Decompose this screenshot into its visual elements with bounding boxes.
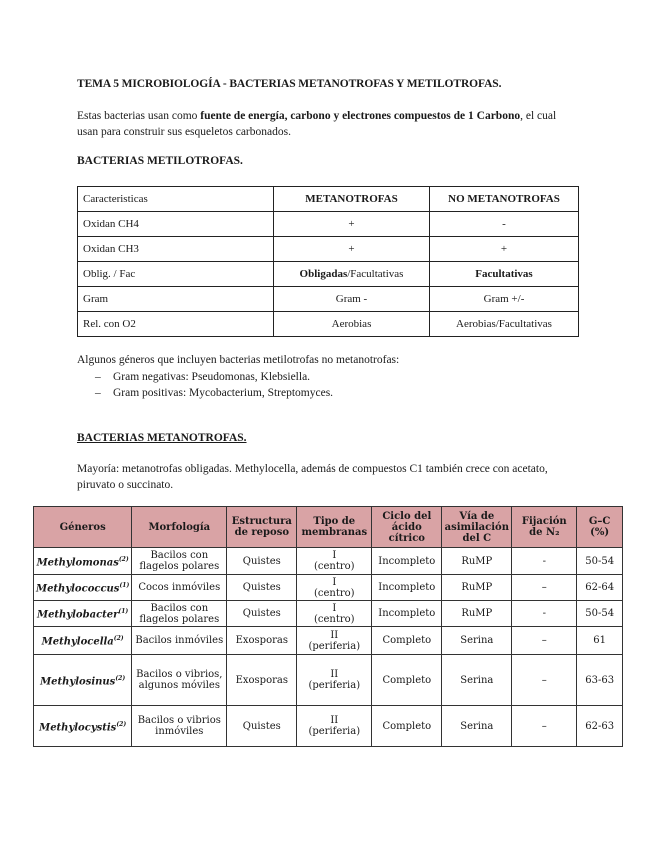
table-row	[78, 262, 579, 287]
header-cell: NO METANOTROFAS	[430, 187, 579, 212]
tca-cycle-cell: Completo	[372, 706, 442, 747]
nitrogen-fixation-cell: -	[512, 548, 577, 575]
header-cell: Ciclo del ácido cítrico	[372, 507, 442, 548]
genus-cell	[34, 706, 132, 747]
page-title: TEMA 5 MICROBIOLOGÍA - BACTERIAS METANOTROFAS Y METILOTROFAS.	[77, 78, 502, 90]
table-cell: +	[274, 237, 430, 262]
membrane-cell	[297, 601, 372, 627]
table-cell: Oblig. / Fac	[78, 262, 274, 287]
tca-cycle-cell: Completo	[372, 655, 442, 706]
tca-cycle-cell: Completo	[372, 627, 442, 655]
membrane-cell	[297, 655, 372, 706]
header-cell: Caracteristicas	[78, 187, 274, 212]
nitrogen-fixation-cell: –	[512, 627, 577, 655]
genus-footnote: (2)	[118, 555, 129, 563]
obligadas-bold: Obligadas	[299, 268, 348, 280]
gc-content-cell: 62-64	[577, 575, 623, 601]
assimilation-cell: RuMP	[442, 548, 512, 575]
membrane-location: (centro)	[314, 587, 355, 599]
morphology-cell: Bacilos o vibrios, algunos móviles	[132, 655, 227, 706]
genus-footnote: (2)	[116, 720, 127, 728]
assimilation-cell: Serina	[442, 706, 512, 747]
genus-cell	[34, 575, 132, 601]
header-cell: Tipo de membranas	[297, 507, 372, 548]
genus-name: Methylobacter	[37, 609, 119, 621]
nitrogen-fixation-cell: –	[512, 575, 577, 601]
rest-structure-cell: Quistes	[227, 575, 297, 601]
facultativas-rest: /Facultativas	[347, 268, 404, 280]
morphology-cell: Cocos inmóviles	[132, 575, 227, 601]
rest-structure-cell: Quistes	[227, 601, 297, 627]
table-row	[34, 548, 623, 575]
section-title-metilotrofas: BACTERIAS METILOTROFAS.	[77, 155, 243, 167]
metanotrofas-body	[34, 548, 623, 747]
membrane-cell	[297, 548, 372, 575]
header-cell: Vía de asimilación del C	[442, 507, 512, 548]
assimilation-cell: Serina	[442, 627, 512, 655]
genera-intro: Algunos géneros que incluyen bacterias metilotrofas no metanotrofas:	[77, 354, 400, 366]
metanotrofas-table	[33, 506, 623, 747]
membrane-type: I	[332, 550, 337, 561]
genus-footnote: (2)	[115, 674, 126, 682]
table-row	[34, 627, 623, 655]
membrane-location: (periferia)	[308, 726, 361, 737]
table-row	[34, 575, 623, 601]
tca-cycle-cell: Incompleto	[372, 548, 442, 575]
gc-content-cell: 61	[577, 627, 623, 655]
membrane-location: (centro)	[314, 613, 355, 625]
membrane-cell	[297, 706, 372, 747]
gc-content-cell: 50-54	[577, 601, 623, 627]
intro-paragraph	[77, 108, 577, 140]
genus-footnote: (1)	[119, 582, 130, 590]
table-row	[34, 601, 623, 627]
list-item	[95, 385, 333, 401]
table-cell: -	[430, 212, 579, 237]
intro-text-end: , el cual usan para construir sus esqueletos carbonados.	[77, 110, 557, 138]
table-row	[78, 212, 579, 237]
genus-cell	[34, 548, 132, 575]
section-title-metanotrofas: BACTERIAS METANOTROFAS.	[77, 432, 247, 444]
list-dash: –	[95, 371, 101, 383]
membrane-location: (periferia)	[308, 680, 361, 691]
membrane-location: (periferia)	[308, 640, 361, 652]
membrane-type: I	[332, 602, 337, 614]
table-row	[34, 655, 623, 706]
membrane-cell	[297, 575, 372, 601]
nitrogen-fixation-cell: –	[512, 655, 577, 706]
table-cell: Oxidan CH4	[78, 212, 274, 237]
gc-content-cell: 62-63	[577, 706, 623, 747]
list-dash: –	[95, 387, 101, 399]
table-cell: Aerobias/Facultativas	[430, 312, 579, 337]
table-cell: Facultativas	[430, 262, 579, 287]
metanotrofas-paragraph: Mayoría: metanotrofas obligadas. Methylocella, además de compuestos C1 también crece con acetato, piruvato o succinato.	[77, 463, 548, 491]
list-item-text: Gram negativas: Pseudomonas, Klebsiella.	[113, 371, 311, 383]
metilotrofas-table	[77, 186, 579, 337]
rest-structure-cell: Exosporas	[227, 655, 297, 706]
gc-content-cell: 50-54	[577, 548, 623, 575]
list-item	[95, 369, 333, 385]
tca-cycle-cell: Incompleto	[372, 601, 442, 627]
assimilation-cell: RuMP	[442, 601, 512, 627]
genus-footnote: (1)	[118, 608, 129, 616]
table-cell: Gram	[78, 287, 274, 312]
rest-structure-cell: Exosporas	[227, 627, 297, 655]
morphology-cell: Bacilos o vibrios inmóviles	[132, 706, 227, 747]
header-cell: Estructura de reposo	[227, 507, 297, 548]
intro-text: Estas bacterias usan como	[77, 110, 201, 122]
table-row	[78, 287, 579, 312]
header-cell: Géneros	[34, 507, 132, 548]
membrane-location: (centro)	[314, 561, 355, 572]
table-cell: Oxidan CH3	[78, 237, 274, 262]
table-cell: +	[274, 212, 430, 237]
table-cell-obligadas	[274, 262, 430, 287]
membrane-type: II	[330, 715, 339, 726]
rest-structure-cell: Quistes	[227, 548, 297, 575]
header-cell: METANOTROFAS	[274, 187, 430, 212]
rest-structure-cell: Quistes	[227, 706, 297, 747]
table-row	[34, 706, 623, 747]
genus-cell	[34, 601, 132, 627]
header-cell: Fijación de N₂	[512, 507, 577, 548]
header-cell: Morfología	[132, 507, 227, 548]
morphology-cell: Bacilos con flagelos polares	[132, 548, 227, 575]
list-item-text: Gram positivas: Mycobacterium, Streptomyces.	[113, 387, 334, 399]
assimilation-cell: RuMP	[442, 575, 512, 601]
genus-name: Methylosinus	[40, 676, 116, 688]
membrane-type: II	[330, 669, 339, 680]
tca-cycle-cell: Incompleto	[372, 575, 442, 601]
table-row	[78, 237, 579, 262]
header-cell: G–C (%)	[577, 507, 623, 548]
table-cell: +	[430, 237, 579, 262]
morphology-cell: Bacilos inmóviles	[132, 627, 227, 655]
genus-footnote: (2)	[113, 635, 124, 643]
genus-name: Methylocella	[41, 636, 114, 648]
nitrogen-fixation-cell: -	[512, 601, 577, 627]
genus-name: Methylococcus	[36, 583, 120, 595]
genus-cell	[34, 627, 132, 655]
table-cell: Aerobias	[274, 312, 430, 337]
morphology-cell: Bacilos con flagelos polares	[132, 601, 227, 627]
membrane-type: II	[330, 629, 339, 641]
membrane-type: I	[332, 576, 337, 588]
table-cell: Rel. con O2	[78, 312, 274, 337]
page-cutoff	[0, 748, 655, 848]
table-row	[78, 312, 579, 337]
nitrogen-fixation-cell: –	[512, 706, 577, 747]
genus-cell	[34, 655, 132, 706]
gc-content-cell: 63-63	[577, 655, 623, 706]
membrane-cell	[297, 627, 372, 655]
genus-name: Methylomonas	[36, 557, 119, 569]
table-cell: Gram +/-	[430, 287, 579, 312]
table-header-row	[34, 507, 623, 548]
table-header-row	[78, 187, 579, 212]
genera-list	[95, 369, 333, 401]
intro-bold-text: fuente de energía, carbono y electrones compuestos de 1 Carbono	[200, 110, 521, 122]
table-cell: Gram -	[274, 287, 430, 312]
genus-name: Methylocystis	[39, 722, 117, 734]
assimilation-cell: Serina	[442, 655, 512, 706]
